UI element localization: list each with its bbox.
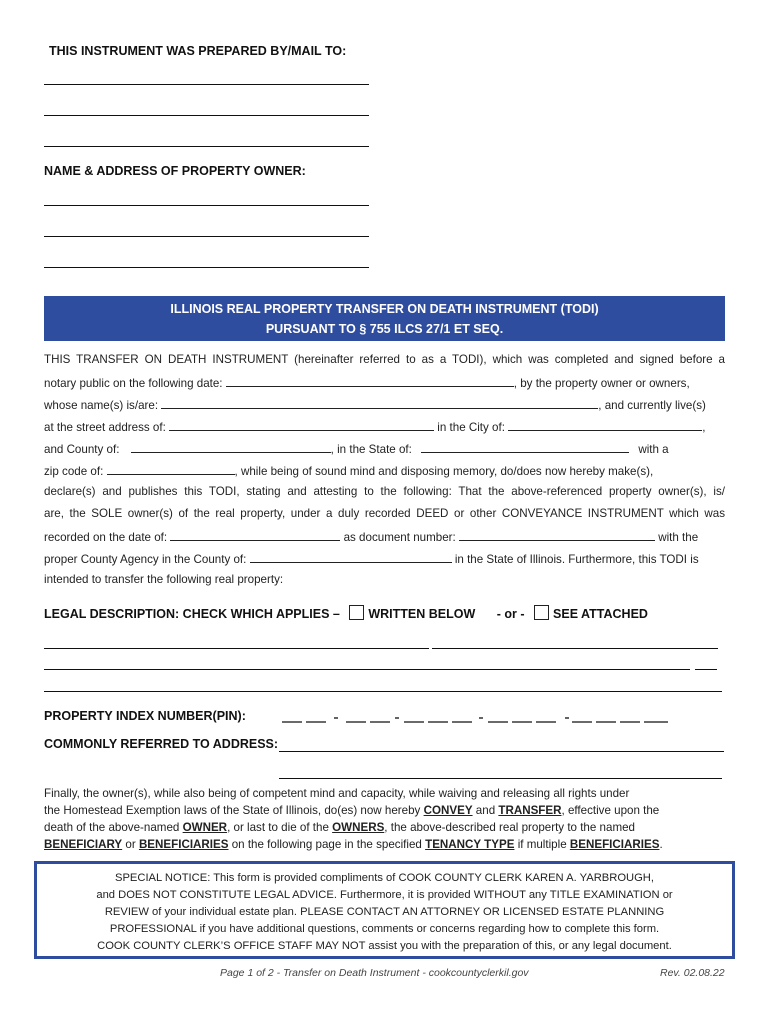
para-line-1: THIS TRANSFER ON DEATH INSTRUMENT (hereinafter referred to as a TODI), which was completed and signed before a	[44, 353, 725, 366]
revision-label: Rev. 02.08.22	[660, 967, 725, 979]
finally-line-1: Finally, the owner(s), while also being of competent mind and capacity, while waiving and releasing all rights under	[44, 787, 630, 800]
or-separator: - or -	[496, 607, 525, 621]
para-line-7: declare(s) and publishes this TODI, stating and attesting to the following: That the above-referenced property owner(s), is/	[44, 485, 725, 498]
notice-line-1: SPECIAL NOTICE: This form is provided compliments of COOK COUNTY CLERK KAREN A. YARBROUGH,	[114, 872, 654, 884]
para-line-3: whose name(s) is/are: , and currently live(s)	[44, 399, 706, 412]
page-footer: Page 1 of 2 - Transfer on Death Instrument - cookcountyclerkil.gov	[220, 967, 529, 979]
address-line-1[interactable]	[279, 751, 724, 752]
city-field[interactable]	[508, 419, 702, 431]
address-line-2[interactable]	[279, 778, 722, 779]
document-number-field[interactable]	[459, 529, 655, 541]
legal-line-1b[interactable]	[432, 648, 718, 649]
recorded-date-field[interactable]	[170, 529, 340, 541]
para-line-10: proper County Agency in the County of: in the State of Illinois. Furthermore, this TODI is	[44, 553, 699, 566]
para-line-8: are, the SOLE owner(s) of the real property, under a duly recorded DEED or other CONVEYANCE INSTRUMENT which was	[44, 507, 725, 520]
para-line-5: and County of: , in the State of: with a	[44, 443, 669, 456]
legal-line-2b[interactable]	[695, 669, 717, 670]
finally-line-4: BENEFICIARY or BENEFICIARIES on the following page in the specified TENANCY TYPE if multiple BENEFICIARIES.	[44, 838, 663, 851]
para-line-2: notary public on the following date: , by the property owner or owners,	[44, 377, 690, 390]
county-field[interactable]	[131, 441, 331, 453]
written-below-label: WRITTEN BELOW	[368, 607, 476, 621]
para-line-4: at the street address of: in the City of: ,	[44, 421, 706, 434]
written-below-checkbox[interactable]	[349, 605, 364, 620]
legal-description-row	[44, 605, 648, 621]
special-notice-box	[34, 861, 735, 959]
agency-county-field[interactable]	[250, 551, 452, 563]
pin-field[interactable]	[282, 709, 672, 723]
finally-line-3: death of the above-named OWNER, or last to die of the OWNERS, the above-described real property to the named	[44, 821, 636, 834]
para-line-9: recorded on the date of: as document number: with the	[44, 531, 699, 544]
legal-description-label: LEGAL DESCRIPTION: CHECK WHICH APPLIES –	[44, 607, 340, 621]
banner-subtitle: PURSUANT TO § 755 ILCS 27/1 ET SEQ.	[265, 322, 504, 336]
banner-title: ILLINOIS REAL PROPERTY TRANSFER ON DEATH INSTRUMENT (TODI)	[170, 302, 599, 316]
pin-segments	[282, 709, 672, 725]
para-line-11: intended to transfer the following real property:	[44, 573, 284, 586]
see-attached-checkbox[interactable]	[534, 605, 549, 620]
notice-line-4: PROFESSIONAL if you have additional questions, comments or concerns regarding how to complete this form.	[109, 923, 660, 935]
finally-line-2: the Homestead Exemption laws of the State of Illinois, do(es) now hereby CONVEY and TRANSFER, effective upon the	[44, 804, 660, 817]
notice-line-2: and DOES NOT CONSTITUTE LEGAL ADVICE. Furthermore, it is provided WITHOUT any TITLE EXAMINATION or	[96, 889, 673, 901]
notice-line-5: COOK COUNTY CLERK’S OFFICE STAFF MAY NOT assist you with the preparation of this, or any legal document.	[97, 940, 672, 952]
legal-line-1a[interactable]	[44, 648, 429, 649]
prepared-by-line-2[interactable]	[44, 115, 369, 116]
legal-line-2a[interactable]	[44, 669, 690, 670]
owner-line-2[interactable]	[44, 236, 369, 237]
street-address-field[interactable]	[169, 419, 434, 431]
owner-names-field[interactable]	[161, 397, 598, 409]
address-label: COMMONLY REFERRED TO ADDRESS:	[44, 737, 279, 751]
owner-label: NAME & ADDRESS OF PROPERTY OWNER:	[44, 164, 306, 178]
para-line-6: zip code of: , while being of sound mind and disposing memory, do/does now hereby make(s),	[44, 465, 654, 478]
legal-line-3[interactable]	[44, 691, 722, 692]
zip-code-field[interactable]	[107, 463, 235, 475]
notary-date-field[interactable]	[226, 375, 514, 387]
prepared-by-line-3[interactable]	[44, 146, 369, 147]
owner-line-1[interactable]	[44, 205, 369, 206]
see-attached-label: SEE ATTACHED	[553, 607, 648, 621]
state-field[interactable]	[421, 441, 629, 453]
prepared-by-label: THIS INSTRUMENT WAS PREPARED BY/MAIL TO:	[49, 44, 347, 58]
pin-label: PROPERTY INDEX NUMBER(PIN):	[44, 709, 246, 723]
owner-line-3[interactable]	[44, 267, 369, 268]
prepared-by-line-1[interactable]	[44, 84, 369, 85]
notice-line-3: REVIEW of your individual estate plan. PLEASE CONTACT AN ATTORNEY OR LICENSED ESTATE PLANNING	[104, 906, 665, 918]
title-banner	[44, 296, 725, 341]
